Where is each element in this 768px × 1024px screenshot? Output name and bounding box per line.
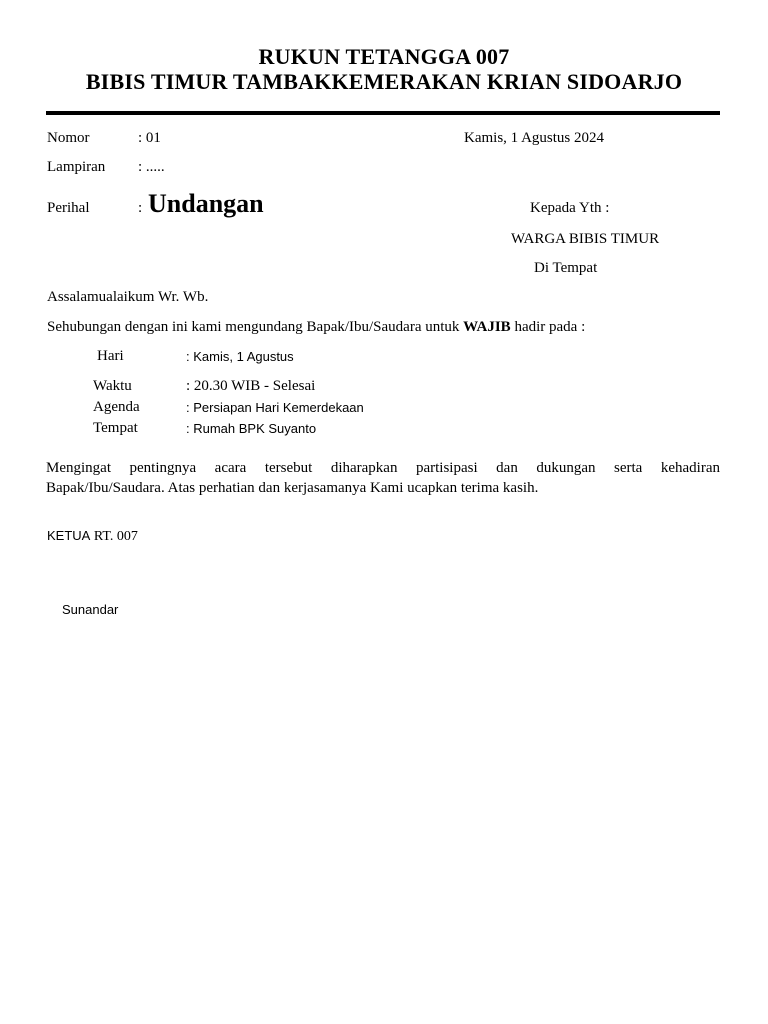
- intro-text-before: Sehubungan dengan ini kami mengundang Bapak/Ibu/Saudara untuk: [47, 319, 464, 335]
- detail-label-hari: Hari: [97, 348, 124, 364]
- perihal-colon: :: [138, 200, 143, 216]
- signature-name: Sunandar: [62, 602, 119, 617]
- letter-date: Kamis, 1 Agustus 2024: [464, 130, 605, 146]
- intro-text-bold: WAJIB: [463, 319, 511, 335]
- signature-title: [47, 527, 138, 545]
- intro-text-after: hadir pada :: [510, 319, 586, 335]
- signature-title-rt: RT. 007: [90, 529, 138, 544]
- intro-paragraph: [47, 319, 585, 336]
- nomor-value: : 01: [138, 130, 161, 146]
- detail-label-tempat: Tempat: [93, 420, 138, 436]
- detail-value-hari: : Kamis, 1 Agustus: [186, 349, 294, 364]
- signature-title-ketua: KETUA: [47, 528, 91, 543]
- letterhead-line-2: BIBIS TIMUR TAMBAKKEMERAKAN KRIAN SIDOARJO: [85, 69, 683, 94]
- detail-value-tempat: : Rumah BPK Suyanto: [186, 421, 317, 436]
- detail-label-agenda: Agenda: [93, 399, 140, 415]
- closing-line-1: Mengingat pentingnya acara tersebut diharapkan partisipasi dan dukungan serta kehadiran: [46, 460, 720, 476]
- closing-line-2: Bapak/Ibu/Saudara. Atas perhatian dan kerjasamanya Kami ucapkan terima kasih.: [46, 480, 539, 496]
- nomor-label: Nomor: [47, 130, 90, 146]
- lampiran-label: Lampiran: [47, 159, 106, 175]
- recipient-place: Di Tempat: [534, 260, 598, 276]
- detail-label-waktu: Waktu: [93, 378, 132, 394]
- salutation: Assalamualaikum Wr. Wb.: [47, 289, 209, 305]
- lampiran-value: : .....: [138, 159, 165, 175]
- letterhead-line-1: RUKUN TETANGGA 007: [258, 44, 510, 69]
- closing-paragraph: [46, 458, 720, 498]
- header-divider: [46, 111, 720, 115]
- perihal-label: Perihal: [47, 200, 90, 216]
- recipient-greeting: Kepada Yth :: [530, 200, 610, 216]
- perihal-value: Undangan: [148, 189, 264, 218]
- recipient-name: WARGA BIBIS TIMUR: [511, 231, 660, 247]
- detail-value-agenda: : Persiapan Hari Kemerdekaan: [186, 400, 364, 415]
- detail-value-waktu: : 20.30 WIB - Selesai: [186, 378, 316, 394]
